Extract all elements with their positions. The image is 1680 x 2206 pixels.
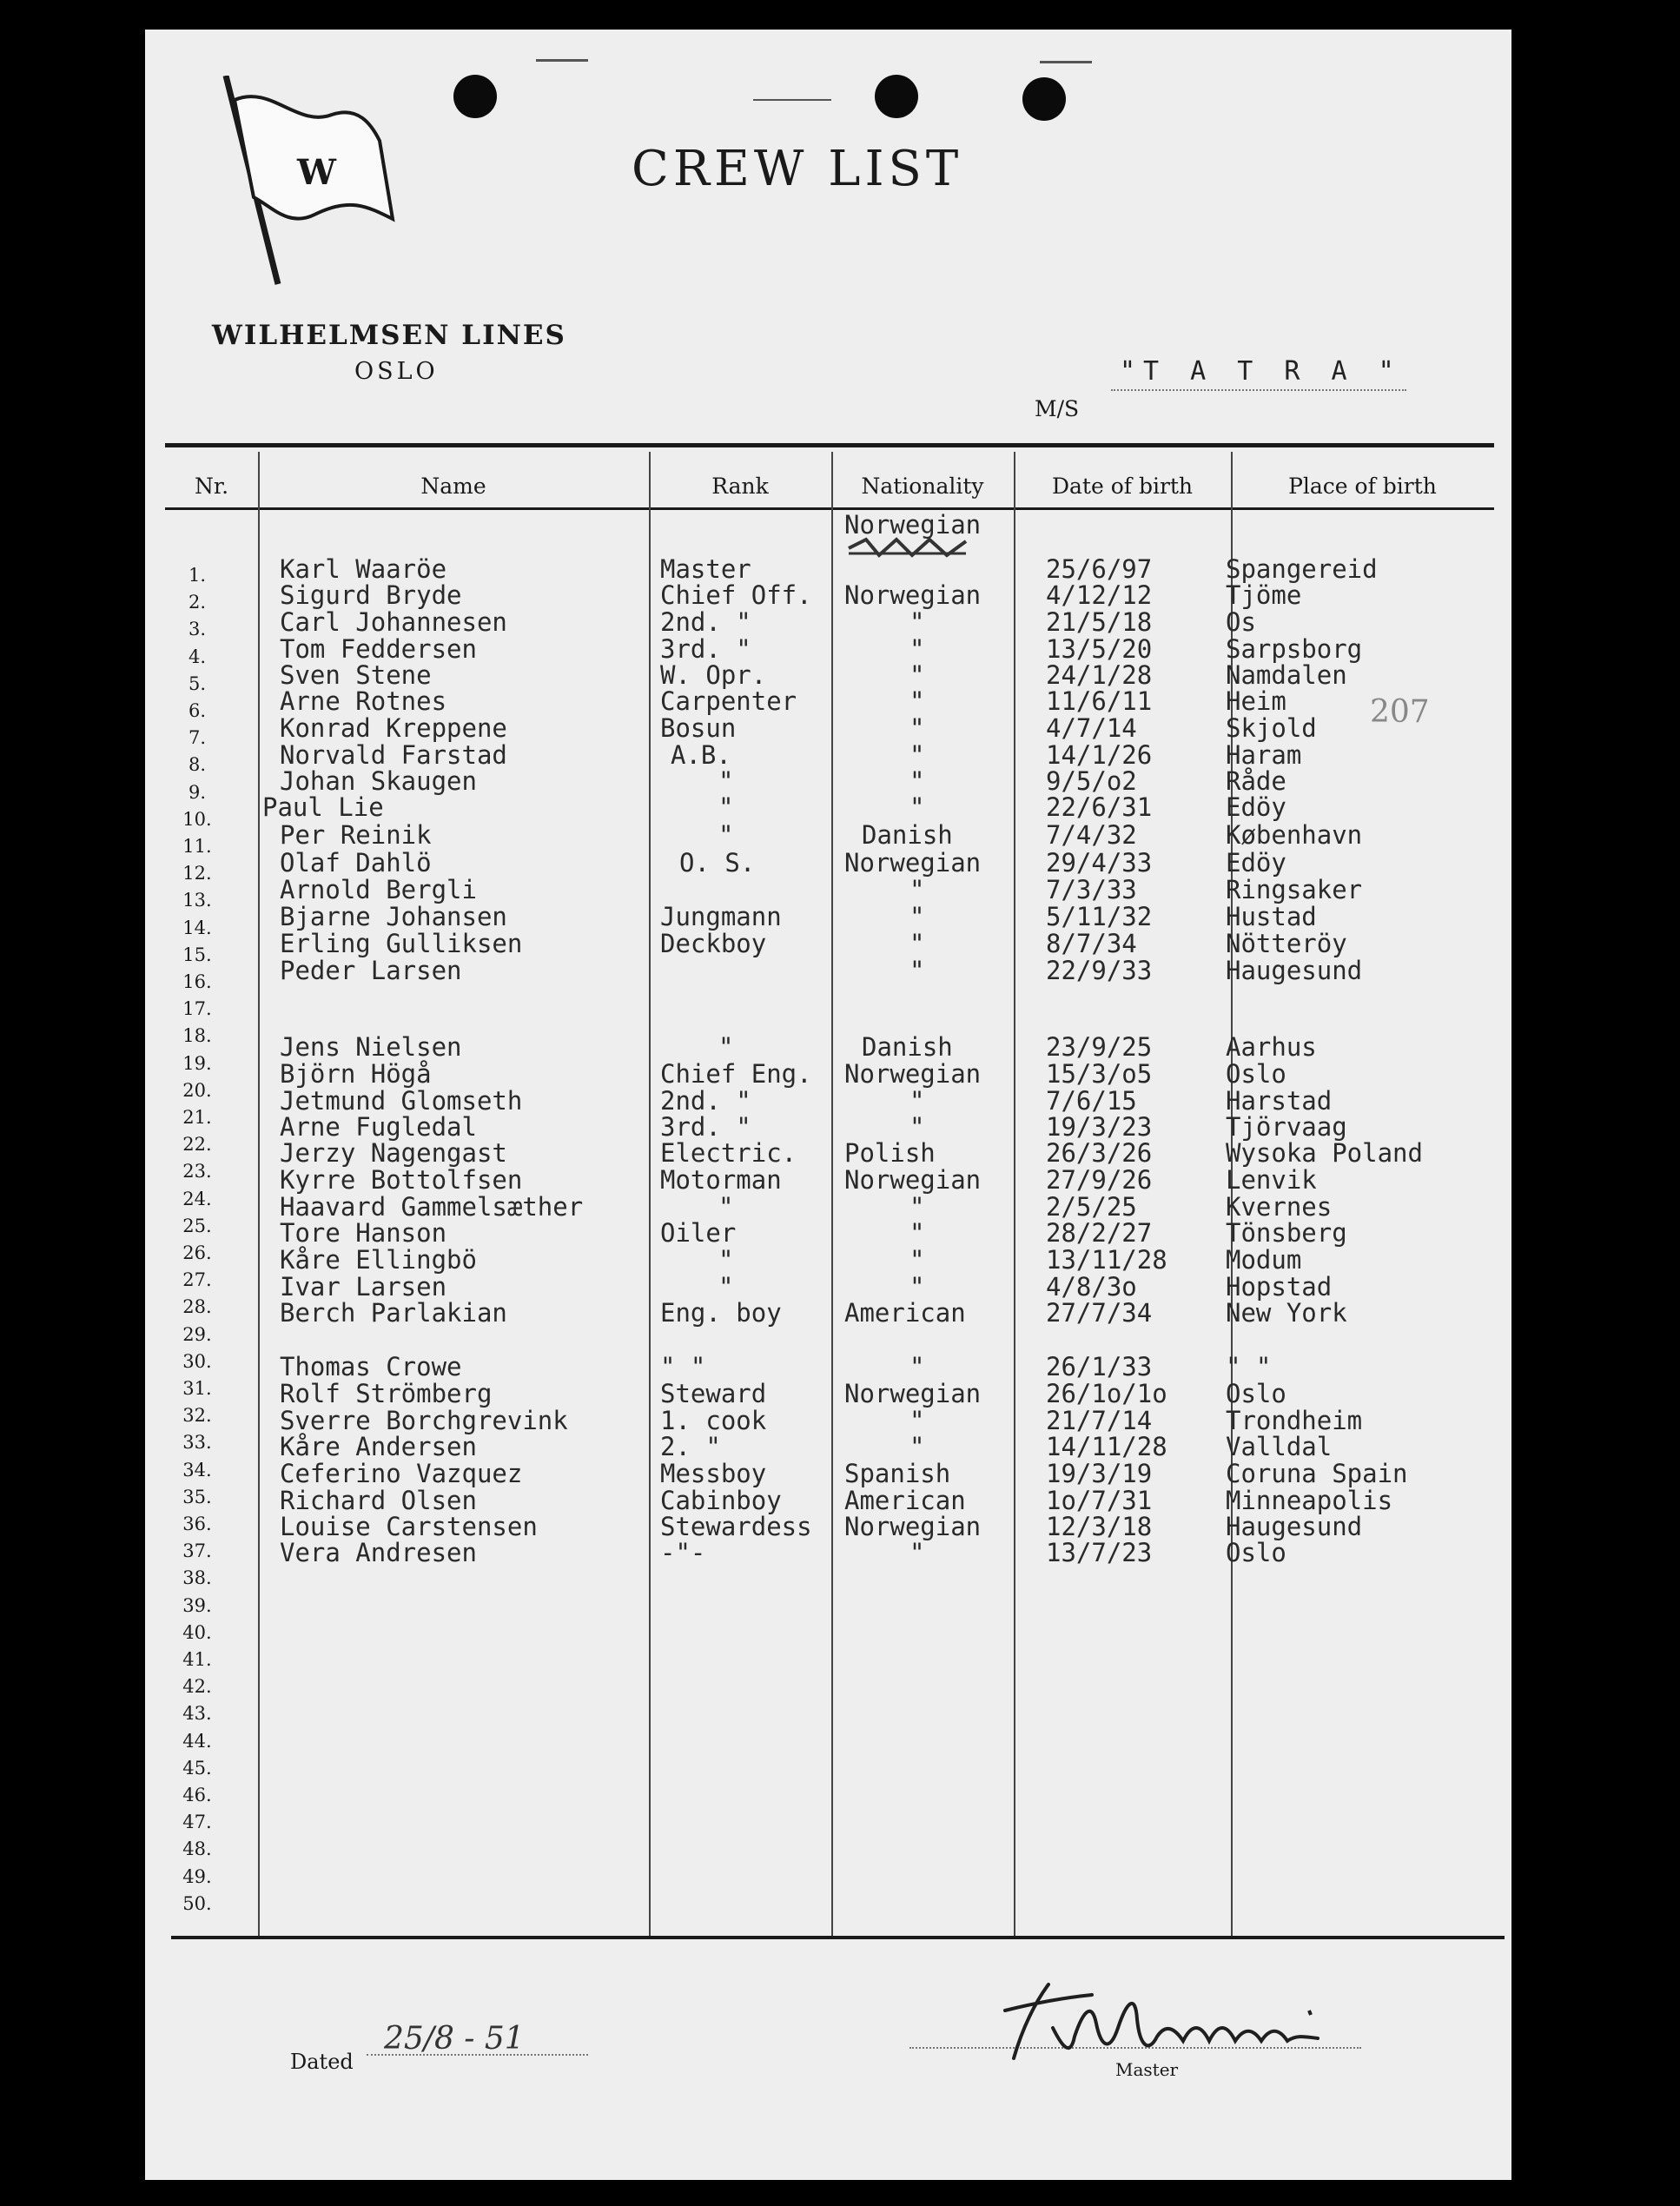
crew-name: Kåre Ellingbö [280,1245,477,1275]
crew-rank: A.B. [671,740,731,770]
crew-rank: 2. " [660,1432,721,1461]
crew-pob: Haugesund [1226,956,1363,985]
punch-hole [875,75,918,118]
crew-name: Erling Gulliksen [280,929,523,958]
column-header-nationality: Nationality [861,474,984,499]
row-number: 9. [188,781,207,803]
crew-dob: 4/12/12 [1046,580,1153,610]
crew-name: Jetmund Glomseth [280,1086,523,1116]
row-number: 24. [182,1188,212,1209]
punch-hole [1022,77,1066,121]
crew-name: Kåre Andersen [280,1432,477,1461]
table-bottom-rule [171,1936,1505,1939]
row-number: 50. [182,1892,212,1914]
strikeout-scribble [844,536,975,560]
crew-name: Kyrre Bottolfsen [280,1165,523,1195]
crew-pob: " " [1226,1352,1272,1381]
crew-dob: 26/1o/1o [1046,1379,1167,1408]
crew-rank: O. S. [679,848,756,878]
crew-pob: Tjöme [1226,580,1302,610]
crew-dob: 26/1/33 [1046,1352,1153,1381]
row-number: 13. [182,890,212,911]
crew-dob: 19/3/23 [1046,1112,1153,1142]
crew-name: Ceferino Vazquez [280,1459,523,1488]
crew-name: Thomas Crowe [280,1352,462,1381]
ship-prefix: M/S [1035,396,1080,421]
crew-rank: Stewardess [660,1512,812,1541]
crew-name: Haavard Gammelsæther [280,1192,584,1222]
row-number: 33. [182,1432,212,1454]
crew-rank: " [718,1272,734,1302]
crew-dob: 22/6/31 [1046,792,1153,822]
crew-dob: 22/9/33 [1046,956,1153,985]
crew-dob: 29/4/33 [1046,848,1153,878]
row-number: 49. [182,1865,212,1887]
row-number: 12. [182,863,212,884]
crew-nationality: Norwegian [844,848,982,878]
crew-name: Sverre Borchgrevink [280,1406,568,1435]
crew-pob: Skjold [1226,713,1317,743]
crew-name: Sven Stene [280,660,432,690]
crew-nationality: " [909,713,925,743]
row-number: 22. [182,1134,212,1156]
crew-nationality: American [844,1298,966,1328]
crew-pob: Minneapolis [1226,1486,1393,1515]
crew-rank: Messboy [660,1459,767,1488]
crew-rank: Bosun [660,713,737,743]
crew-dob: 7/3/33 [1046,875,1137,904]
row-number: 25. [182,1215,212,1236]
scan-mark [753,99,831,101]
crew-name: Arne Fugledal [280,1112,477,1142]
crew-dob: 21/7/14 [1046,1406,1153,1435]
crew-dob: 26/3/26 [1046,1138,1153,1168]
crew-rank: Master [660,554,751,584]
crew-dob: 27/9/26 [1046,1165,1153,1195]
table-top-rule [165,443,1494,447]
crew-pob: Trondheim [1226,1406,1363,1435]
crew-name: Björn Högå [280,1059,432,1089]
crew-rank: Chief Off. [660,580,812,610]
row-number: 2. [188,592,207,613]
crew-name: Bjarne Johansen [280,902,507,931]
crew-pob: Spangereid [1226,554,1378,584]
company-name: WILHELMSEN LINES [212,320,566,351]
crew-rank: 2nd. " [660,607,751,637]
column-header-name: Name [420,474,486,499]
crew-pob: Hustad [1226,902,1317,931]
row-number: 29. [182,1323,212,1345]
crew-rank: Jungmann [660,902,782,931]
crew-name: Tom Feddersen [280,634,477,664]
crew-pob: Tönsberg [1226,1218,1347,1248]
row-number: 47. [182,1812,212,1833]
crew-name: Richard Olsen [280,1486,477,1515]
row-number: 6. [188,700,207,721]
crew-pob: New York [1226,1298,1347,1328]
flag-logo-icon [219,76,401,293]
logo-letter: W [297,152,336,193]
crew-nationality: " [909,902,925,931]
crew-name: Arne Rotnes [280,686,447,716]
crew-nationality: " [909,929,925,958]
crew-nationality: " [909,740,925,770]
crew-pob: Hopstad [1226,1272,1333,1302]
crew-pob: Valldal [1226,1432,1333,1461]
crew-nationality: " [909,956,925,985]
row-number: 35. [182,1486,212,1507]
row-number: 38. [182,1567,212,1589]
crew-nationality: Polish [844,1138,936,1168]
row-number: 32. [182,1405,212,1427]
row-number: 30. [182,1350,212,1372]
crew-pob: Nötteröy [1226,929,1347,958]
crew-dob: 28/2/27 [1046,1218,1153,1248]
crew-pob: Oslo [1226,1538,1286,1567]
crew-nationality: " [909,1245,925,1275]
crew-name: Olaf Dahlö [280,848,432,878]
stamp-number: 207 [1370,694,1430,730]
crew-name: Jerzy Nagengast [280,1138,507,1168]
crew-pob: Ringsaker [1226,875,1363,904]
dated-value: 25/8 - 51 [367,2021,588,2056]
row-number: 26. [182,1242,212,1263]
crew-rank: -"- [660,1538,706,1567]
row-number: 5. [188,672,207,694]
crew-nationality: " [909,660,925,690]
crew-dob: 15/3/o5 [1046,1059,1153,1089]
crew-pob: Aarhus [1226,1032,1317,1062]
row-number: 42. [182,1676,212,1698]
crew-rank: " [718,1245,734,1275]
crew-nationality: Norwegian [844,580,982,610]
crew-pob: Råde [1226,766,1286,796]
crew-dob: 14/1/26 [1046,740,1153,770]
row-number: 18. [182,1025,212,1047]
crew-pob: Tjörvaag [1226,1112,1347,1142]
crew-pob: København [1226,820,1363,850]
row-number: 45. [182,1757,212,1779]
column-divider [831,452,833,1936]
crew-name: Konrad Kreppene [280,713,507,743]
crew-name: Peder Larsen [280,956,462,985]
crew-nationality: Norwegian [844,1059,982,1089]
row-number: 11. [182,836,212,857]
crew-name: Norvald Farstad [280,740,507,770]
crew-dob: 19/3/19 [1046,1459,1153,1488]
crew-pob: Oslo [1226,1379,1286,1408]
row-number: 40. [182,1621,212,1643]
crew-pob: Kvernes [1226,1192,1333,1222]
crew-nationality: " [909,1538,925,1567]
row-number: 14. [182,917,212,938]
crew-nationality: " [909,1192,925,1222]
row-number: 17. [182,998,212,1020]
row-number: 27. [182,1269,212,1291]
row-number: 39. [182,1594,212,1616]
crew-pob: Oslo [1226,1059,1286,1089]
crew-dob: 5/11/32 [1046,902,1153,931]
crew-pob: Modum [1226,1245,1302,1275]
column-divider [649,452,651,1936]
crew-name: Karl Waaröe [280,554,447,584]
crew-nationality: Norwegian [844,1512,982,1541]
crew-nationality: Danish [862,820,953,850]
crew-name: Louise Carstensen [280,1512,538,1541]
crew-rank: 3rd. " [660,1112,751,1142]
crew-list-document [145,30,1511,2180]
row-number: 48. [182,1838,212,1860]
row-number: 15. [182,944,212,965]
crew-rank: " [718,820,734,850]
crew-rank: Electric. [660,1138,797,1168]
crew-dob: 21/5/18 [1046,607,1153,637]
row-number: 31. [182,1378,212,1399]
crew-name: Arnold Bergli [280,875,477,904]
crew-dob: 7/4/32 [1046,820,1137,850]
crew-rank: " [718,792,734,822]
row-number: 37. [182,1540,212,1562]
row-number: 19. [182,1052,212,1074]
crew-pob: Harstad [1226,1086,1333,1116]
row-number: 34. [182,1459,212,1481]
crew-rank: " [718,766,734,796]
ship-name: "T A T R A " [1111,353,1406,391]
crew-dob: 25/6/97 [1046,554,1153,584]
crew-nationality: " [909,1432,925,1461]
crew-nationality: " [909,1272,925,1302]
crew-dob: 4/7/14 [1046,713,1137,743]
crew-name: Vera Andresen [280,1538,477,1567]
crew-rank: " [718,1192,734,1222]
crew-rank: 1. cook [660,1406,767,1435]
crew-name: Sigurd Bryde [280,580,462,610]
crew-name: Paul Lie [262,792,384,822]
row-number: 21. [182,1107,212,1128]
crew-rank: Oiler [660,1218,737,1248]
crew-nationality: " [909,792,925,822]
crew-rank: Chief Eng. [660,1059,812,1089]
crew-nationality: " [909,1352,925,1381]
crew-nationality: " [909,1218,925,1248]
crew-name: Jens Nielsen [280,1032,462,1062]
crew-pob: Edöy [1226,792,1286,822]
master-signature [988,1976,1353,2071]
row-number: 3. [188,619,207,640]
crew-rank: Cabinboy [660,1486,782,1515]
column-divider [1014,452,1015,1936]
crew-nationality: Norwegian [844,1379,982,1408]
crew-nationality: American [844,1486,966,1515]
crew-nationality: " [909,634,925,664]
row-number: 43. [182,1703,212,1725]
crew-dob: 4/8/3o [1046,1272,1137,1302]
crew-rank: " " [660,1352,706,1381]
crew-dob: 12/3/18 [1046,1512,1153,1541]
row-number: 8. [188,754,207,776]
crew-dob: 2/5/25 [1046,1192,1137,1222]
row-number: 1. [188,565,207,586]
crew-rank: 2nd. " [660,1086,751,1116]
row-number: 36. [182,1514,212,1534]
row-number: 20. [182,1079,212,1101]
column-header-date-of-birth: Date of birth [1051,474,1194,499]
crew-pob: Wysoka Poland [1226,1138,1423,1168]
crew-name: Tore Hanson [280,1218,447,1248]
crew-dob: 14/11/28 [1046,1432,1167,1461]
company-city: OSLO [354,358,439,385]
row-number: 46. [182,1785,212,1805]
column-header-place-of-birth: Place of birth [1288,474,1437,499]
crew-dob: 9/5/o2 [1046,766,1137,796]
crew-dob: 7/6/15 [1046,1086,1137,1116]
crew-nationality: " [909,1406,925,1435]
crew-nationality: Norwegian [844,1165,982,1195]
crew-pob: Coruna Spain [1226,1459,1408,1488]
crew-dob: 1o/7/31 [1046,1486,1153,1515]
crew-pob: Sarpsborg [1226,634,1363,664]
crew-name: Carl Johannesen [280,607,507,637]
crew-rank: 3rd. " [660,634,751,664]
crew-nationality: Spanish [844,1459,951,1488]
crew-nationality: " [909,875,925,904]
crew-nationality: " [909,1112,925,1142]
row-number: 41. [182,1649,212,1670]
crew-pob: Haugesund [1226,1512,1363,1541]
nationality-annotation: Norwegian [844,510,982,540]
row-number: 16. [182,971,212,992]
punch-hole [453,75,497,118]
crew-nationality: " [909,607,925,637]
crew-rank: Carpenter [660,686,797,716]
crew-name: Johan Skaugen [280,766,477,796]
crew-dob: 27/7/34 [1046,1298,1153,1328]
row-number: 44. [182,1730,212,1752]
crew-name: Rolf Strömberg [280,1379,493,1408]
crew-dob: 13/11/28 [1046,1245,1167,1275]
row-number: 7. [188,727,207,749]
crew-rank: Eng. boy [660,1298,782,1328]
crew-dob: 8/7/34 [1046,929,1137,958]
crew-dob: 11/6/11 [1046,686,1153,716]
scan-mark [1040,61,1092,63]
crew-pob: Namdalen [1226,660,1347,690]
dated-label: Dated [290,2050,354,2074]
crew-nationality: " [909,686,925,716]
column-header-nr: Nr. [194,474,229,499]
crew-name: Berch Parlakian [280,1298,507,1328]
crew-dob: 24/1/28 [1046,660,1153,690]
row-number: 4. [188,646,207,667]
crew-name: Ivar Larsen [280,1272,447,1302]
row-number: 23. [182,1161,212,1182]
document-title: CREW LIST [632,141,963,197]
crew-rank: " [718,1032,734,1062]
crew-rank: Steward [660,1379,767,1408]
crew-pob: Os [1226,607,1256,637]
crew-dob: 23/9/25 [1046,1032,1153,1062]
crew-nationality: " [909,766,925,796]
crew-pob: Heim [1226,686,1286,716]
crew-dob: 13/5/20 [1046,634,1153,664]
crew-rank: W. Opr. [660,660,767,690]
column-header-rank: Rank [711,474,769,499]
crew-name: Per Reinik [280,820,432,850]
row-number: 28. [182,1296,212,1318]
scan-mark [536,59,588,62]
crew-pob: Edöy [1226,848,1286,878]
crew-pob: Lenvik [1226,1165,1317,1195]
crew-dob: 13/7/23 [1046,1538,1153,1567]
row-number: 10. [182,808,212,830]
crew-rank: Deckboy [660,929,767,958]
crew-rank: Motorman [660,1165,782,1195]
master-label: Master [1115,2059,1179,2080]
column-divider [258,452,260,1936]
crew-nationality: Danish [862,1032,953,1062]
crew-nationality: " [909,1086,925,1116]
crew-pob: Haram [1226,740,1302,770]
